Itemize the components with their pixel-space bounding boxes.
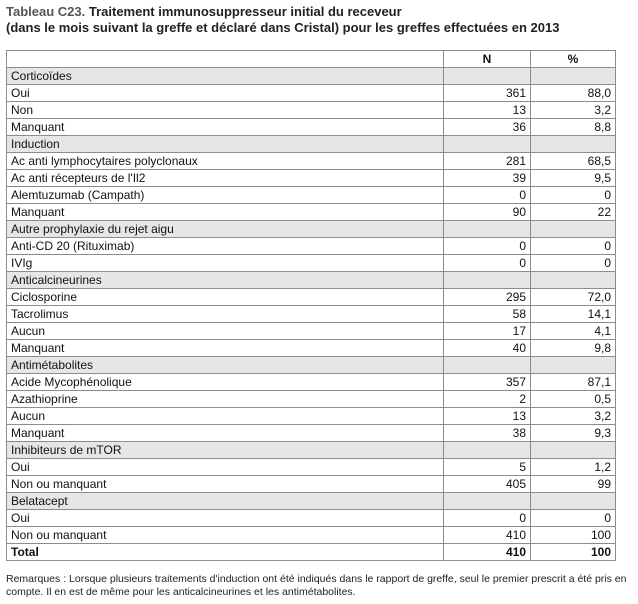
table-row bbox=[7, 306, 616, 323]
table-row bbox=[7, 374, 616, 391]
header-label-column bbox=[7, 51, 444, 68]
row-label: Non ou manquant bbox=[7, 476, 444, 493]
section-label: Anticalcineurines bbox=[7, 272, 444, 289]
section-header-row bbox=[7, 272, 616, 289]
total-row bbox=[7, 544, 616, 561]
count-cell: 17 bbox=[444, 323, 531, 340]
table-row bbox=[7, 391, 616, 408]
count-cell: 295 bbox=[444, 289, 531, 306]
empty-cell bbox=[444, 221, 531, 238]
table-row bbox=[7, 459, 616, 476]
table-row bbox=[7, 204, 616, 221]
table-row bbox=[7, 238, 616, 255]
empty-cell bbox=[444, 442, 531, 459]
section-label: Induction bbox=[7, 136, 444, 153]
table-row bbox=[7, 153, 616, 170]
row-label: Ac anti lymphocytaires polyclonaux bbox=[7, 153, 444, 170]
row-label: Non bbox=[7, 102, 444, 119]
percent-cell: 0 bbox=[531, 255, 616, 272]
row-label: IVIg bbox=[7, 255, 444, 272]
empty-cell bbox=[444, 493, 531, 510]
row-label: Manquant bbox=[7, 204, 444, 221]
percent-cell: 22 bbox=[531, 204, 616, 221]
count-cell: 0 bbox=[444, 255, 531, 272]
percent-cell: 8,8 bbox=[531, 119, 616, 136]
title-line-2: (dans le mois suivant la greffe et déclaré dans Cristal) pour les greffes effectuées en 2013 bbox=[6, 20, 560, 35]
row-label: Anti-CD 20 (Rituximab) bbox=[7, 238, 444, 255]
percent-cell: 100 bbox=[531, 527, 616, 544]
title-line-1 bbox=[6, 4, 634, 20]
section-header-row bbox=[7, 442, 616, 459]
percent-cell: 3,2 bbox=[531, 408, 616, 425]
percent-cell: 14,1 bbox=[531, 306, 616, 323]
count-cell: 36 bbox=[444, 119, 531, 136]
percent-cell: 72,0 bbox=[531, 289, 616, 306]
section-header-row bbox=[7, 493, 616, 510]
row-label: Manquant bbox=[7, 425, 444, 442]
count-cell: 39 bbox=[444, 170, 531, 187]
row-label: Aucun bbox=[7, 323, 444, 340]
row-label: Acide Mycophénolique bbox=[7, 374, 444, 391]
percent-cell: 0 bbox=[531, 510, 616, 527]
section-label: Antimétabolites bbox=[7, 357, 444, 374]
empty-cell bbox=[531, 442, 616, 459]
count-cell: 357 bbox=[444, 374, 531, 391]
empty-cell bbox=[531, 493, 616, 510]
empty-cell bbox=[531, 272, 616, 289]
count-cell: 410 bbox=[444, 527, 531, 544]
count-cell: 410 bbox=[444, 544, 531, 561]
table-row bbox=[7, 170, 616, 187]
row-label: Azathioprine bbox=[7, 391, 444, 408]
table-row bbox=[7, 408, 616, 425]
row-label: Oui bbox=[7, 510, 444, 527]
section-header-row bbox=[7, 221, 616, 238]
percent-cell: 3,2 bbox=[531, 102, 616, 119]
percent-cell: 0 bbox=[531, 238, 616, 255]
empty-cell bbox=[444, 357, 531, 374]
count-cell: 2 bbox=[444, 391, 531, 408]
table-row bbox=[7, 323, 616, 340]
count-cell: 0 bbox=[444, 238, 531, 255]
percent-cell: 68,5 bbox=[531, 153, 616, 170]
percent-cell: 100 bbox=[531, 544, 616, 561]
table-title bbox=[6, 4, 634, 36]
table-row bbox=[7, 425, 616, 442]
row-label: Manquant bbox=[7, 340, 444, 357]
table-row bbox=[7, 85, 616, 102]
empty-cell bbox=[531, 357, 616, 374]
empty-cell bbox=[444, 68, 531, 85]
header-n-column: N bbox=[444, 51, 531, 68]
count-cell: 40 bbox=[444, 340, 531, 357]
row-label: Oui bbox=[7, 85, 444, 102]
table-row bbox=[7, 289, 616, 306]
percent-cell: 0,5 bbox=[531, 391, 616, 408]
row-label: Manquant bbox=[7, 119, 444, 136]
percent-cell: 99 bbox=[531, 476, 616, 493]
row-label: Oui bbox=[7, 459, 444, 476]
table-row bbox=[7, 187, 616, 204]
table-row bbox=[7, 119, 616, 136]
table-row bbox=[7, 510, 616, 527]
section-label: Belatacept bbox=[7, 493, 444, 510]
percent-cell: 9,5 bbox=[531, 170, 616, 187]
section-header-row bbox=[7, 68, 616, 85]
table-row bbox=[7, 102, 616, 119]
percent-cell: 9,8 bbox=[531, 340, 616, 357]
count-cell: 0 bbox=[444, 187, 531, 204]
row-label: Alemtuzumab (Campath) bbox=[7, 187, 444, 204]
empty-cell bbox=[531, 136, 616, 153]
immunosuppressant-table bbox=[6, 50, 616, 561]
section-label: Corticoïdes bbox=[7, 68, 444, 85]
percent-cell: 87,1 bbox=[531, 374, 616, 391]
percent-cell: 4,1 bbox=[531, 323, 616, 340]
count-cell: 90 bbox=[444, 204, 531, 221]
row-label: Ciclosporine bbox=[7, 289, 444, 306]
row-label: Aucun bbox=[7, 408, 444, 425]
remarks-note: Remarques : Lorsque plusieurs traitements d'induction ont été indiqués dans le rapport de greffe, seul le premier prescrit a été pris en compte. Il en est de même pour les anticalcineurines et les antimétabolites. bbox=[6, 573, 627, 598]
empty-cell bbox=[531, 68, 616, 85]
header-percent-column: % bbox=[531, 51, 616, 68]
percent-cell: 0 bbox=[531, 187, 616, 204]
table-row bbox=[7, 527, 616, 544]
section-header-row bbox=[7, 136, 616, 153]
count-cell: 361 bbox=[444, 85, 531, 102]
table-row bbox=[7, 476, 616, 493]
table-row bbox=[7, 255, 616, 272]
title-text: Traitement immunosuppresseur initial du receveur bbox=[88, 4, 402, 19]
percent-cell: 88,0 bbox=[531, 85, 616, 102]
section-label: Autre prophylaxie du rejet aigu bbox=[7, 221, 444, 238]
count-cell: 281 bbox=[444, 153, 531, 170]
row-label: Non ou manquant bbox=[7, 527, 444, 544]
section-label: Inhibiteurs de mTOR bbox=[7, 442, 444, 459]
empty-cell bbox=[531, 221, 616, 238]
count-cell: 38 bbox=[444, 425, 531, 442]
count-cell: 0 bbox=[444, 510, 531, 527]
percent-cell: 1,2 bbox=[531, 459, 616, 476]
count-cell: 13 bbox=[444, 102, 531, 119]
table-row bbox=[7, 340, 616, 357]
empty-cell bbox=[444, 136, 531, 153]
row-label: Ac anti récepteurs de l'Il2 bbox=[7, 170, 444, 187]
table-number: Tableau C23. bbox=[6, 4, 86, 19]
percent-cell: 9,3 bbox=[531, 425, 616, 442]
header-row bbox=[7, 51, 616, 68]
row-label: Tacrolimus bbox=[7, 306, 444, 323]
count-cell: 5 bbox=[444, 459, 531, 476]
empty-cell bbox=[444, 272, 531, 289]
count-cell: 405 bbox=[444, 476, 531, 493]
row-label: Total bbox=[7, 544, 444, 561]
section-header-row bbox=[7, 357, 616, 374]
count-cell: 13 bbox=[444, 408, 531, 425]
count-cell: 58 bbox=[444, 306, 531, 323]
table-body bbox=[7, 68, 616, 561]
